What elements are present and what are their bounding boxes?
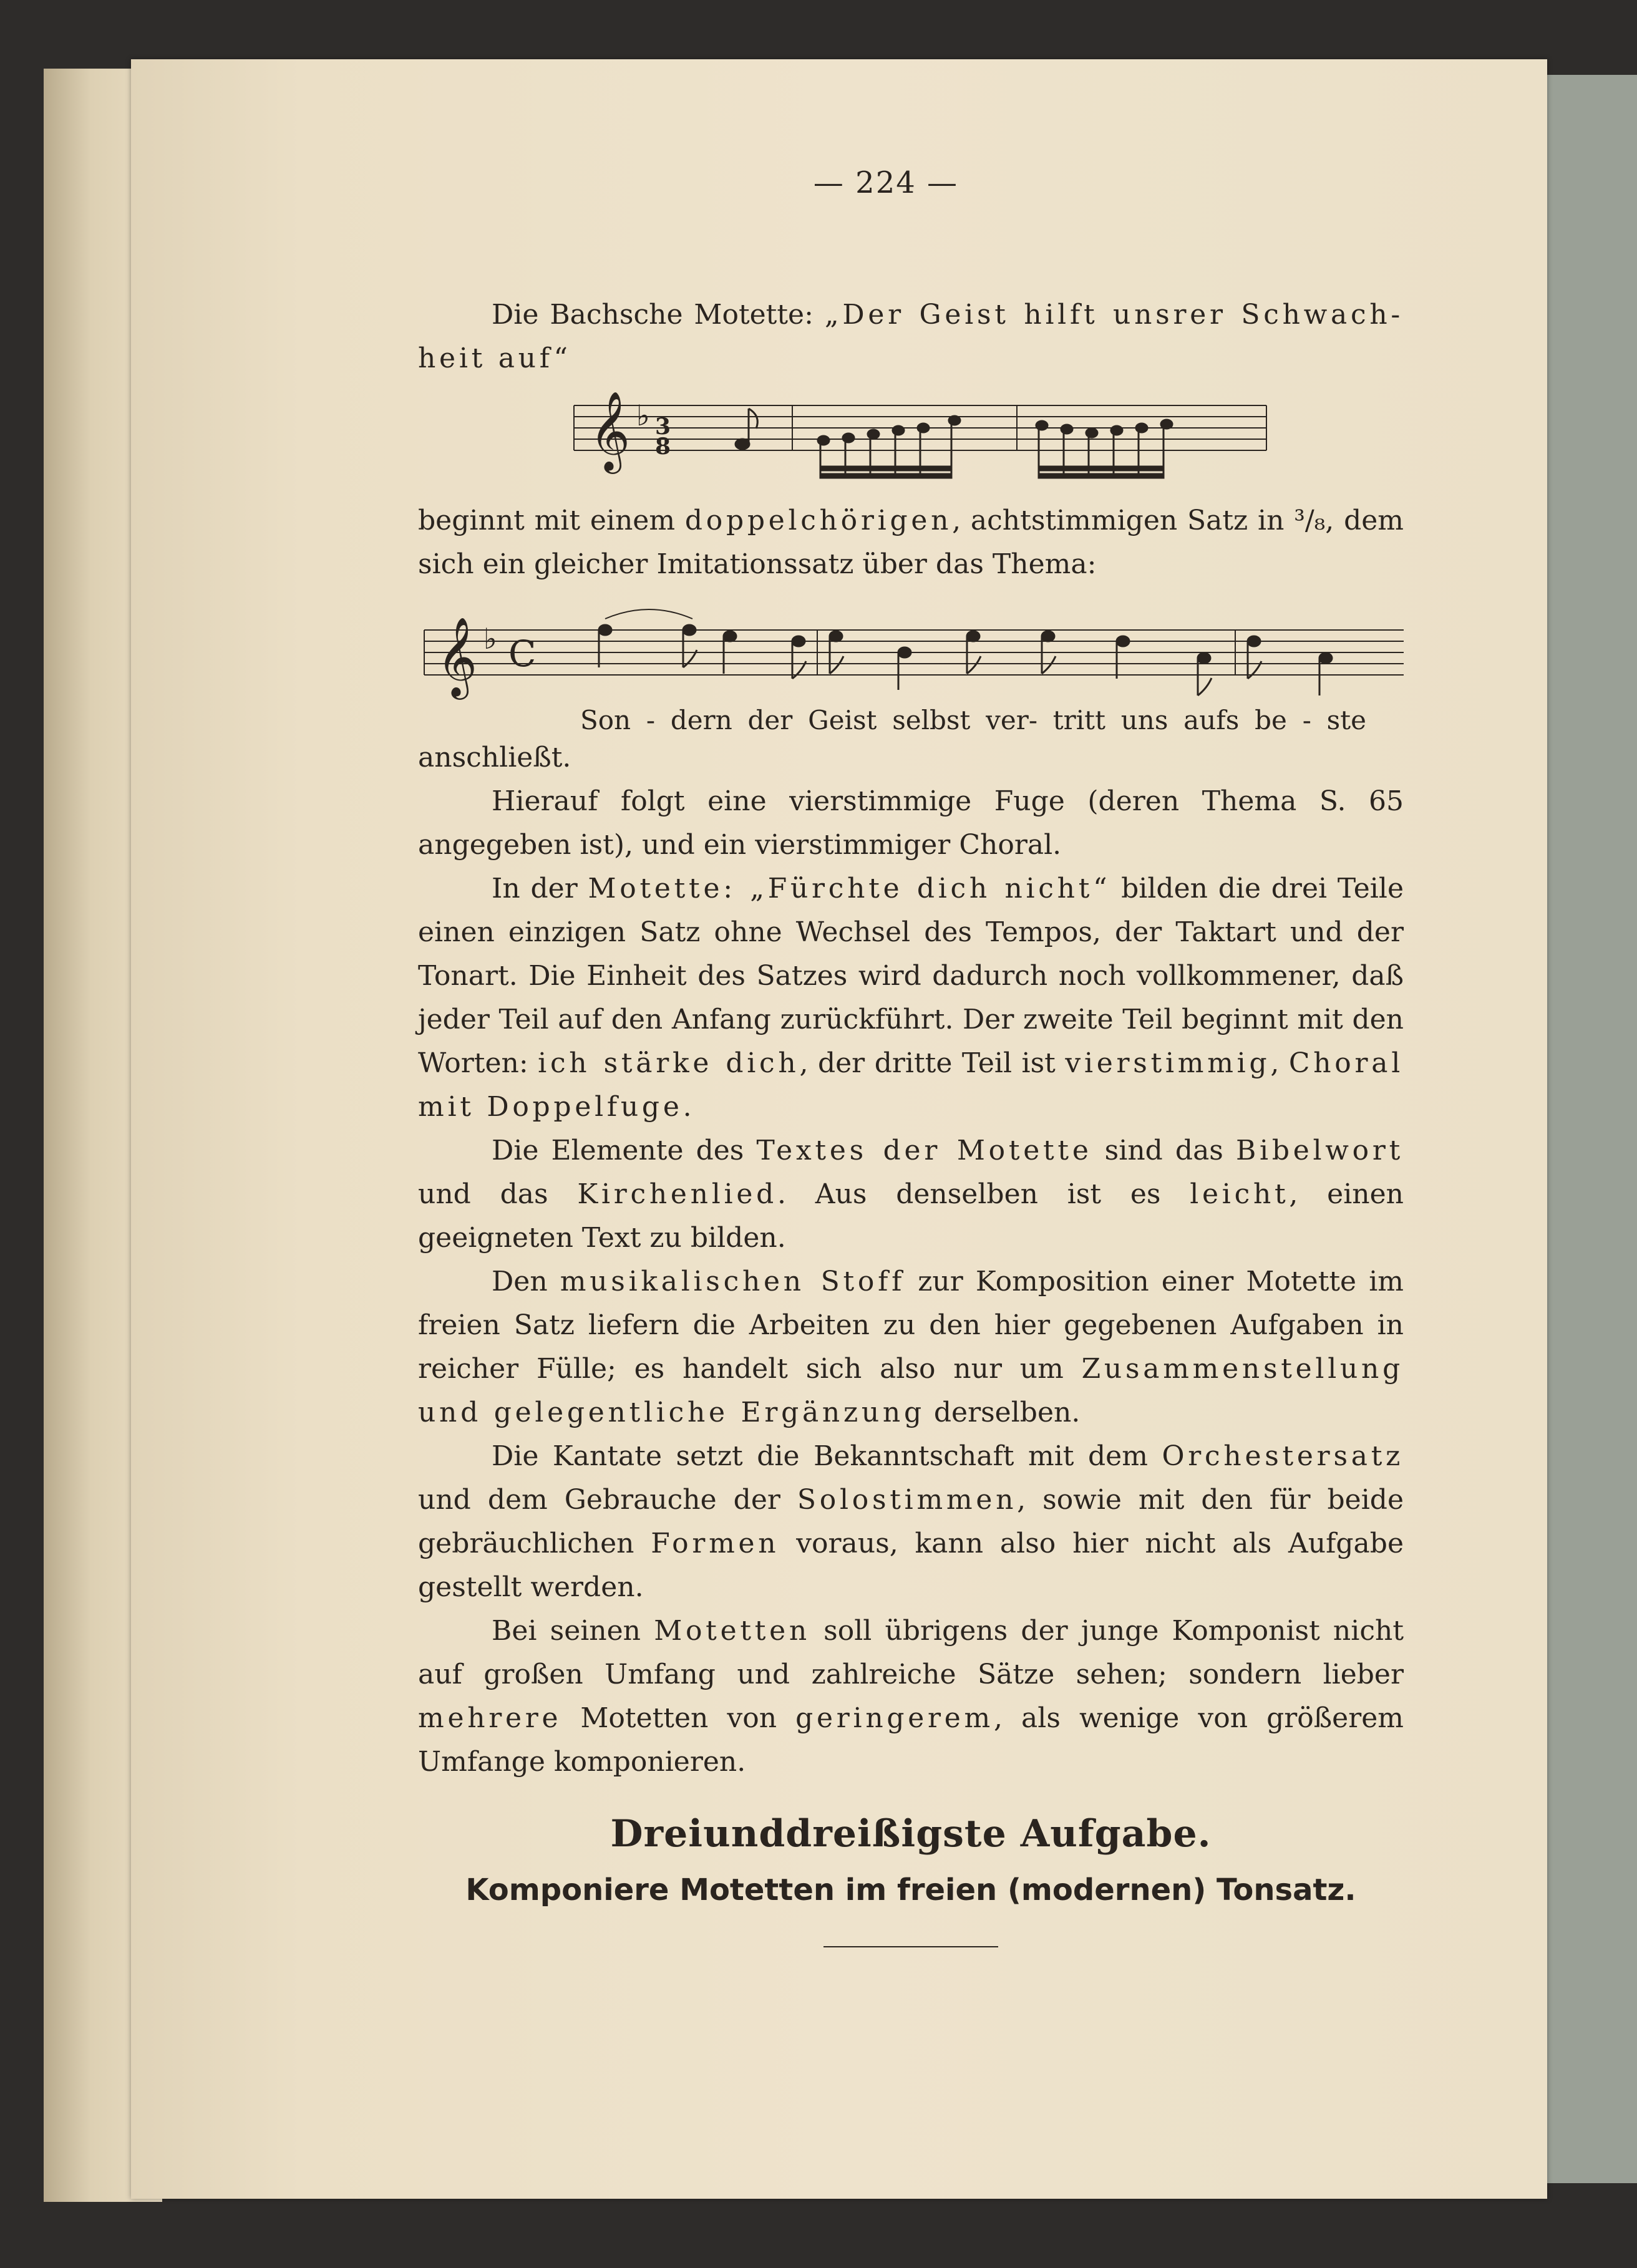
paragraph-1: beginnt mit einem doppelchörigen, achtstimmigen Satz in ³/₈, dem sich ein gleicher Imitationssatz über das Thema: — [418, 505, 1404, 580]
music-example-2 — [418, 586, 1404, 705]
page-number: — 224 — — [813, 165, 959, 200]
next-page-edge — [1541, 75, 1637, 2183]
divider-rule — [823, 1946, 998, 1947]
lyric-syllable: Son — [580, 705, 631, 735]
paragraph-3: In der Motette: „Fürchte dich nicht“ bilden die drei Teile einen einzigen Satz ohne Wechsel des Tempos, der Taktart und der Tonart. Die Einheit des Satzes wird dadurch noch vollkommener, daß jeder Teil auf den Anfang zurückführt. Der zweite Teil beginnt mit den Worten: ich stärke dich, der dritte Teil ist vierstimmig, Choral mit Doppelfuge. — [418, 873, 1404, 1123]
lyric-syllable: be — [1255, 705, 1287, 735]
music-example-1 — [418, 380, 1404, 499]
lyric-syllable: selbst — [892, 705, 971, 735]
lyric-syllable: uns — [1120, 705, 1168, 735]
notes-1 — [736, 409, 1172, 478]
notes-2 — [599, 625, 1332, 695]
time-sig-top: 3 — [655, 414, 671, 440]
music-staff-2 — [418, 586, 1404, 705]
time-sig-bottom: 8 — [655, 434, 671, 460]
flat-icon: ♭ — [636, 399, 650, 432]
treble-clef-icon: 𝄞 — [590, 390, 631, 470]
section-heading: Dreiunddreißigste Aufgabe. — [610, 1812, 1212, 1856]
lyric-syllable: der — [747, 705, 793, 735]
lyric-syllable: tritt — [1052, 705, 1105, 735]
lyric-syllable: ste — [1326, 705, 1366, 735]
paragraph-1-continued: anschließt. — [418, 742, 571, 773]
treble-clef-icon: 𝄞 — [437, 616, 478, 696]
paragraph-2: Hierauf folgt eine vierstimmige Fuge (deren Thema S. 65 angegeben ist), und ein vierstimmiger Choral. — [418, 785, 1404, 861]
common-time: C — [508, 632, 537, 675]
intro-paragraph: Die Bachsche Motette: „Der Geist hilft unsrer Schwach-heit auf“ — [418, 299, 1404, 374]
lyric-syllable: dern — [670, 705, 732, 735]
lyric-syllable: aufs — [1183, 705, 1240, 735]
lyric-syllable: Geist — [808, 705, 877, 735]
paragraph-6: Die Kantate setzt die Bekanntschaft mit dem Orchestersatz und dem Gebrauche der Solostimmen, sowie mit den für beide gebräuchlichen Formen voraus, kann also hier nicht als Aufgabe gestellt werden. — [418, 1440, 1404, 1603]
motet-title: „Der Geist hilft unsrer Schwach-heit auf“ — [418, 299, 1404, 374]
paragraph-5: Den musikalischen Stoff zur Komposition einer Motette im freien Satz liefern die Arbeiten zu den hier gegebenen Aufgaben in reicher Fülle; es handelt sich also nur um Zusammenstellung und gelegentliche Ergänzung derselben. — [418, 1266, 1404, 1428]
section-subheading: Komponiere Motetten im freien (modernen) Tonsatz. — [465, 1873, 1356, 1907]
lyric-syllable: - — [1302, 705, 1311, 735]
lyrics-line — [580, 705, 1366, 736]
text-block — [418, 293, 1404, 1947]
lyric-syllable: - — [646, 705, 656, 735]
music-staff-1 — [418, 380, 1404, 499]
paragraph-7: Bei seinen Motetten soll übrigens der junge Komponist nicht auf großen Umfang und zahlreiche Sätze sehen; sondern lieber mehrere Motetten von geringerem, als wenige von größerem Umfange komponieren. — [418, 1615, 1404, 1778]
paragraph-4: Die Elemente des Textes der Motette sind das Bibelwort und das Kirchenlied. Aus denselben ist es leicht, einen geeigneten Text zu bilden. — [418, 1135, 1404, 1254]
lyric-syllable: ver- — [986, 705, 1038, 735]
flat-icon: ♭ — [483, 622, 497, 656]
